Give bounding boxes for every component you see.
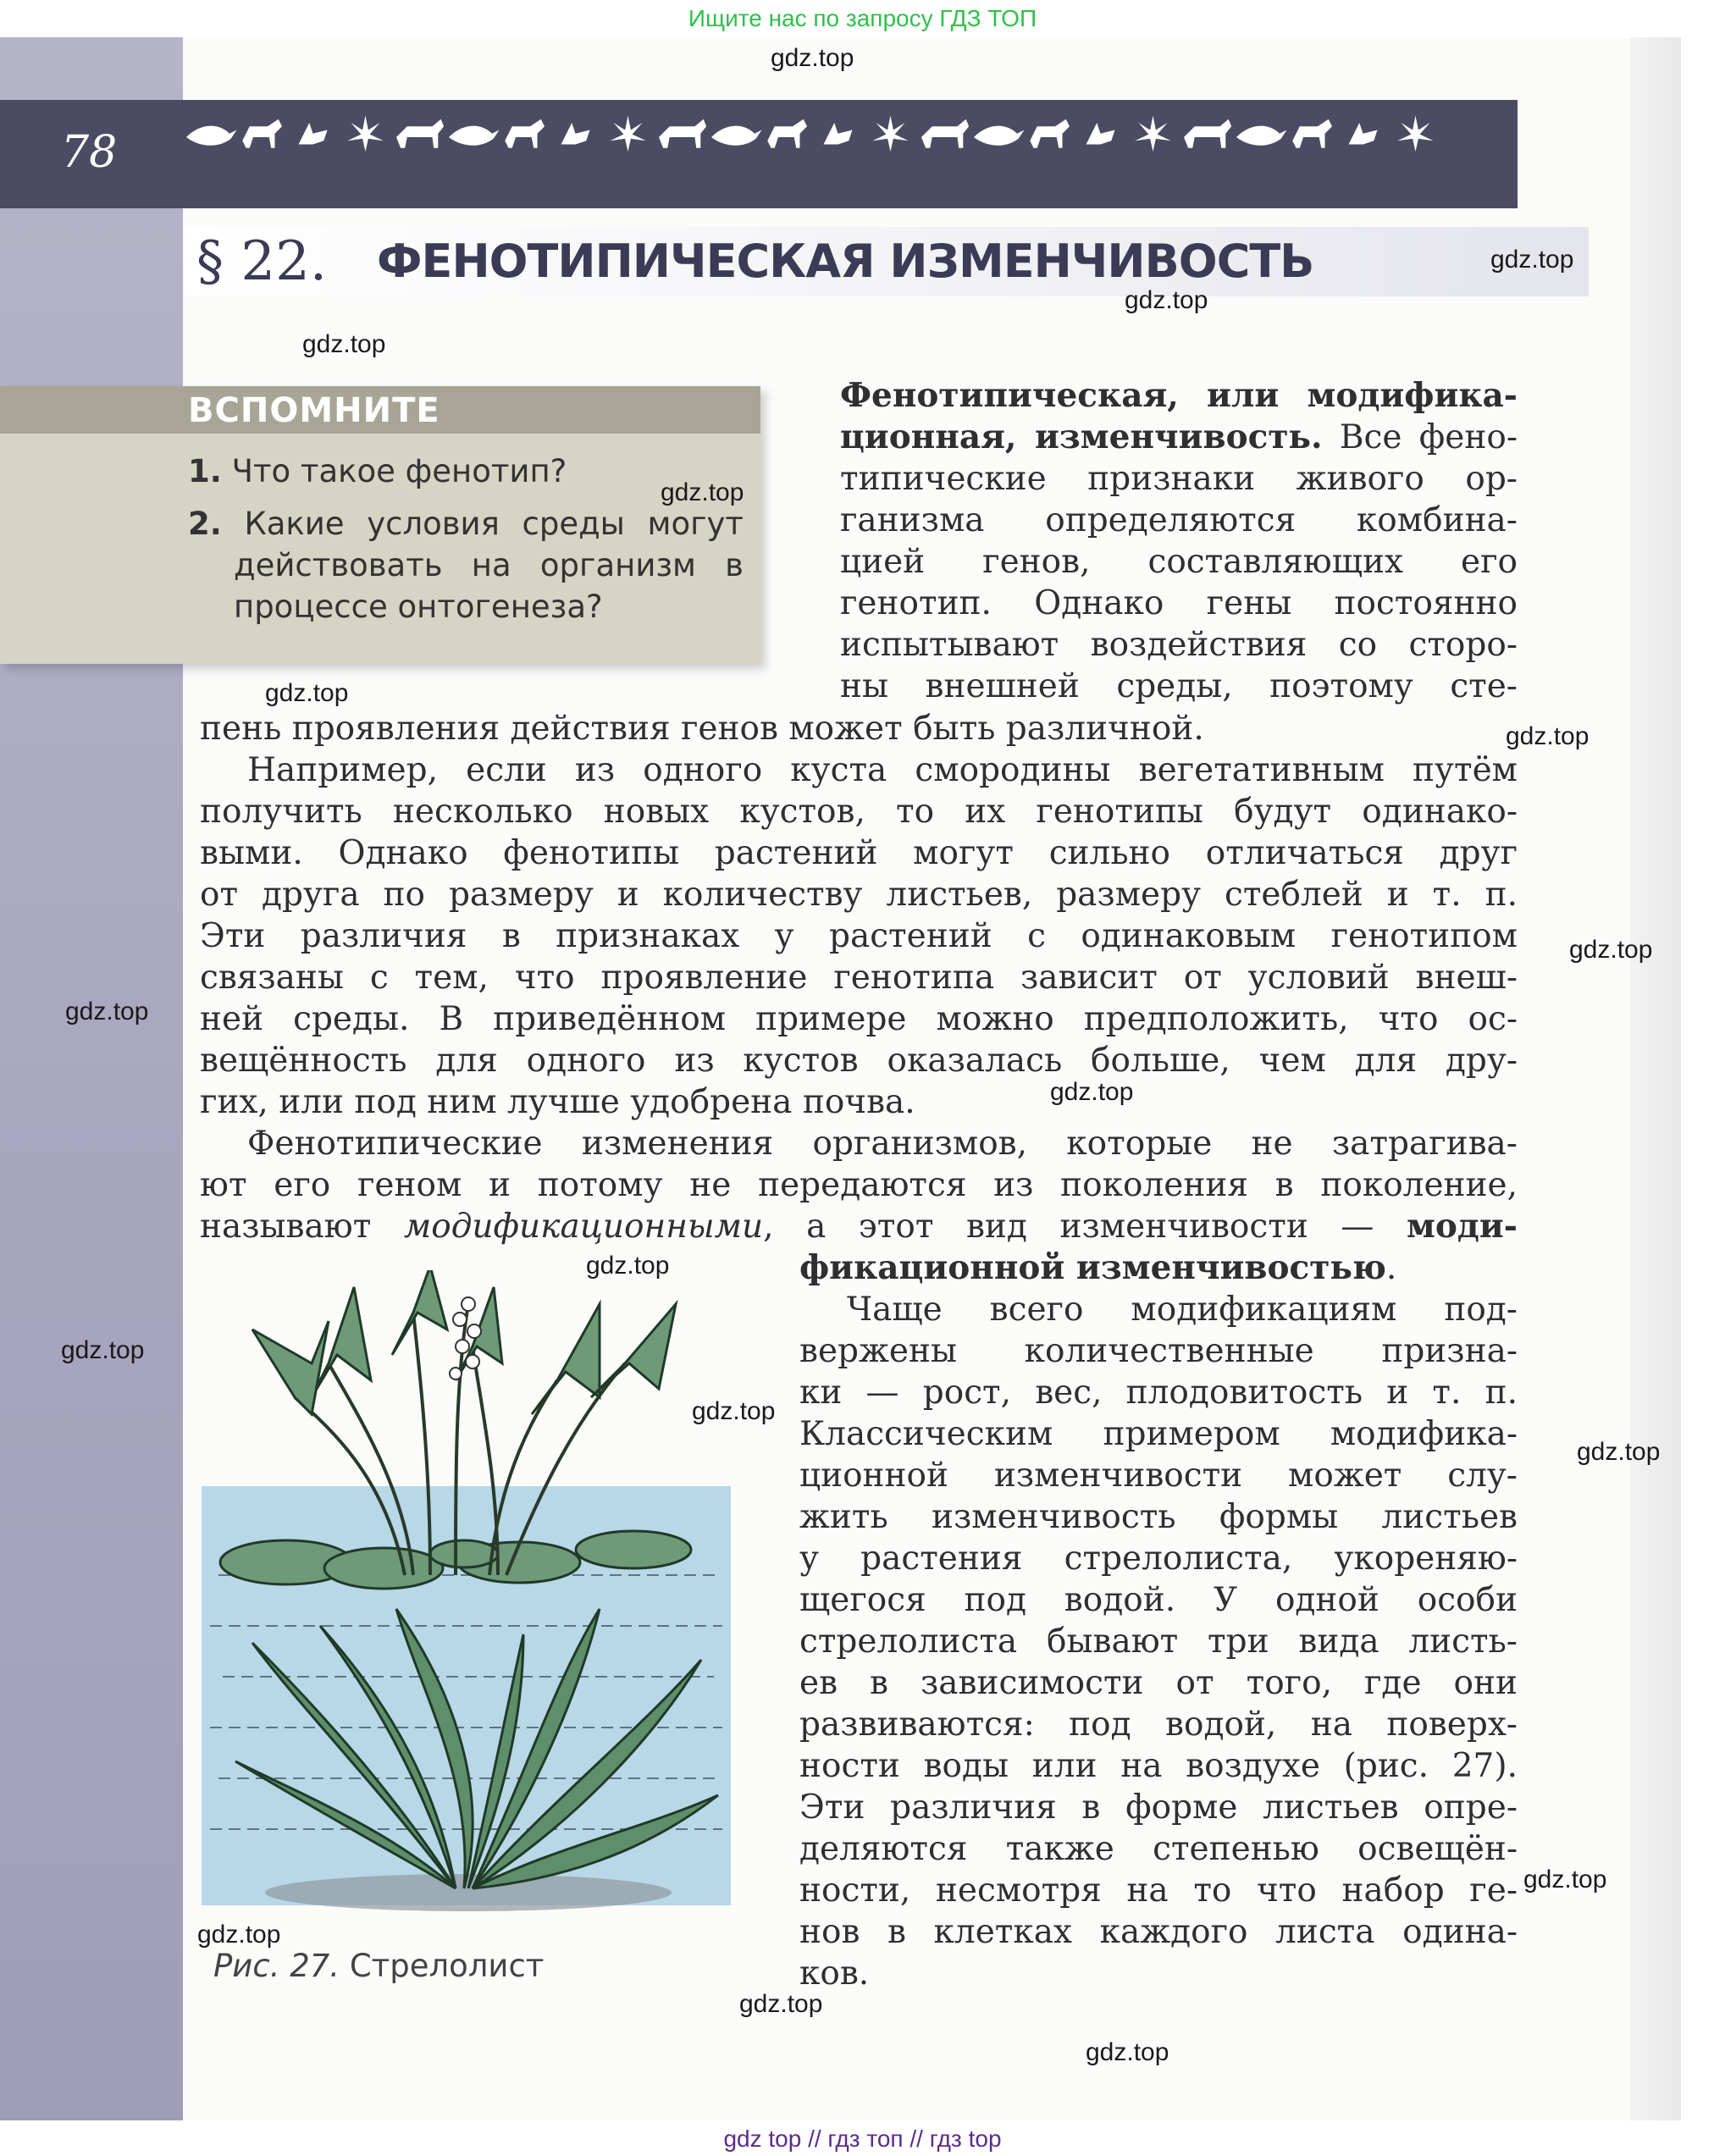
question-text: процессе онтогенеза?	[234, 589, 603, 625]
text-line: пень проявления действия генов может быть различной.	[200, 710, 1204, 748]
animal-silhouette-icon	[1086, 123, 1115, 145]
animal-silhouette-icon	[767, 119, 807, 148]
text-line: вещённость для одного из кустов оказалась больше, чем для дру-	[200, 1042, 1518, 1080]
paragraph-1-end	[200, 708, 1518, 749]
text-line: ности, несмотря на то что набор ге-	[799, 1871, 1518, 1910]
animal-silhouette-icon	[347, 116, 384, 152]
text-line: ки — рост, вес, плодовитость и т. п.	[799, 1374, 1518, 1412]
animal-silhouette-icon	[1135, 116, 1171, 152]
animal-silhouette-icon	[505, 119, 545, 148]
flower-cluster	[450, 1297, 481, 1379]
paragraph-1-right	[840, 375, 1518, 707]
text-line: ганизма определяются комбина-	[840, 501, 1518, 539]
text-line: типические признаки живого ор-	[840, 460, 1518, 498]
watermark: gdz.top	[1490, 246, 1574, 274]
text-line: развиваются: под водой, на поверх-	[799, 1705, 1518, 1744]
text-line: цией генов, составляющих его	[840, 543, 1518, 581]
animal-silhouette-icon	[1184, 119, 1231, 148]
caption-label: Рис. 27.	[213, 1948, 340, 1984]
watermark: gdz.top	[586, 1252, 670, 1280]
page-number: 78	[61, 127, 118, 178]
watermark: gdz.top	[1577, 1438, 1661, 1466]
text-line: получить несколько новых кустов, то их генотипы будут одинако-	[200, 793, 1518, 831]
animal-silhouette-icon	[872, 116, 909, 152]
watermark: gdz.top	[692, 1397, 776, 1425]
text-line: деляются также степенью освещён-	[799, 1830, 1518, 1868]
top-banner[interactable]: Ищите нас по запросу ГДЗ ТОП	[688, 5, 1037, 31]
question-2	[188, 503, 744, 627]
soil	[265, 1874, 672, 1911]
animal-silhouette-icon	[396, 119, 444, 148]
remember-title: ВСПОМНИТЕ	[188, 391, 440, 430]
footer-links[interactable]: gdz top // гдз топ // гдз top	[723, 2126, 1002, 2152]
animal-silhouette-icon	[1030, 119, 1070, 148]
text-line: выми. Однако фенотипы растений могут сильно отличаться друг	[200, 834, 1518, 872]
animal-silhouette-icon	[921, 119, 969, 148]
term-italic: модификационными	[403, 1208, 764, 1246]
term-bold: фикационной изменчивостью	[799, 1248, 1386, 1287]
text-line: испытывают воздействия со сторо-	[840, 626, 1518, 664]
watermark: gdz.top	[739, 1990, 823, 2018]
watermark: gdz.top	[1506, 722, 1590, 750]
animal-silhouettes-decoration	[186, 108, 1465, 168]
watermark: gdz.top	[302, 330, 386, 358]
question-number: 1.	[188, 453, 222, 489]
question-number: 2.	[188, 506, 222, 542]
text-line: генотип. Однако гены постоянно	[840, 584, 1518, 622]
watermark: gdz.top	[1125, 286, 1208, 314]
term-bold: Фенотипическая, или модифика-	[840, 376, 1518, 415]
animal-silhouette-icon	[610, 116, 646, 152]
text-line: ности воды или на воздухе (рис. 27).	[799, 1747, 1518, 1785]
text-line: ны внешней среды, поэтому сте-	[840, 667, 1518, 705]
text-line: .	[1385, 1249, 1397, 1287]
page-edge	[1630, 37, 1681, 2120]
term-bold: ционная, изменчивость.	[840, 417, 1323, 456]
text-line: , а этот вид изменчивости —	[763, 1208, 1407, 1246]
paragraph-2	[200, 749, 1518, 1123]
animal-silhouette-icon	[659, 119, 706, 148]
watermark: gdz.top	[61, 1336, 145, 1364]
text-line: ционной изменчивости может слу-	[799, 1457, 1518, 1495]
animal-silhouette-icon	[186, 126, 237, 146]
question-text: Какие условия среды могут	[244, 506, 744, 542]
left-margin-stripe	[0, 37, 183, 2120]
text-line: ней среды. В приведённом примере можно предположить, что ос-	[200, 1000, 1518, 1038]
watermark: gdz.top	[265, 679, 349, 707]
animal-silhouette-icon	[974, 126, 1025, 146]
text-line: вержены количественные призна-	[799, 1332, 1518, 1370]
question-1	[188, 451, 567, 492]
animal-silhouette-icon	[711, 126, 762, 146]
text-line: Эти различия в признаках у растений с одинаковым генотипом	[200, 917, 1518, 955]
term-bold: моди-	[1406, 1207, 1518, 1246]
paragraph-4	[799, 1289, 1518, 1994]
text-line: Классическим примером модифика-	[799, 1415, 1518, 1453]
caption-text: Стрелолист	[340, 1948, 545, 1984]
watermark: gdz.top	[1050, 1078, 1134, 1106]
watermark: gdz.top	[1523, 1866, 1607, 1893]
animal-silhouette-icon	[1292, 119, 1332, 148]
text-line: стрелолиста бывают три вида листь-	[799, 1623, 1518, 1661]
text-line: ют его геном и потому не передаются из поколения в поколение,	[200, 1166, 1518, 1204]
text-line: Эти различия в форме листьев опре-	[799, 1788, 1518, 1827]
paragraph-3	[200, 1123, 1518, 1247]
watermark: gdz.top	[771, 44, 854, 72]
text-line: Фенотипические изменения организмов, которые не затрагива-	[247, 1125, 1518, 1163]
text-line: связаны с тем, что проявление генотипа зависит от условий внеш-	[200, 959, 1518, 997]
animal-silhouette-icon	[561, 123, 590, 145]
text-line: щегося под водой. У одной особи	[799, 1581, 1518, 1619]
text-line: гих, или под ним лучше удобрена почва.	[200, 1083, 915, 1121]
text-line: Чаще всего модификациям под-	[847, 1291, 1518, 1329]
text-line: называют	[200, 1208, 404, 1246]
animal-silhouette-icon	[1349, 123, 1378, 145]
text-line: Например, если из одного куста смородины вегетативным путём	[247, 751, 1518, 789]
watermark: gdz.top	[1569, 936, 1653, 964]
section-number: § 22.	[196, 230, 328, 293]
animal-silhouette-icon	[824, 123, 853, 145]
text-line: жить изменчивость формы листьев	[799, 1498, 1518, 1536]
animal-silhouette-icon	[449, 126, 500, 146]
text-line: у растения стрелолиста, укореняю-	[799, 1540, 1518, 1578]
text-line: ков.	[799, 1954, 870, 1993]
watermark: gdz.top	[197, 1921, 281, 1949]
question-text: действовать на организм в	[234, 547, 744, 583]
watermark: gdz.top	[65, 998, 149, 1025]
animal-silhouette-icon	[1236, 126, 1287, 146]
paragraph-3-end	[799, 1247, 1518, 1289]
watermark: gdz.top	[661, 478, 744, 506]
figure-caption	[213, 1948, 544, 1984]
text-line: ев в зависимости от того, где они	[799, 1664, 1518, 1702]
text-line: нов в клетках каждого листа одина-	[799, 1913, 1518, 1951]
animal-silhouette-icon	[1397, 116, 1434, 152]
arrowhead-plant-illustration	[202, 1270, 744, 1922]
question-text: Что такое фенотип?	[231, 453, 567, 489]
text-line: от друга по размеру и количеству листьев, размеру стеблей и т. п.	[200, 876, 1518, 914]
text-line: Все фено-	[1322, 418, 1518, 456]
animal-silhouette-icon	[242, 119, 282, 148]
section-title: ФЕНОТИПИЧЕСКАЯ ИЗМЕНЧИВОСТЬ	[377, 235, 1314, 288]
watermark: gdz.top	[1086, 2038, 1169, 2066]
animal-silhouette-icon	[299, 123, 328, 145]
